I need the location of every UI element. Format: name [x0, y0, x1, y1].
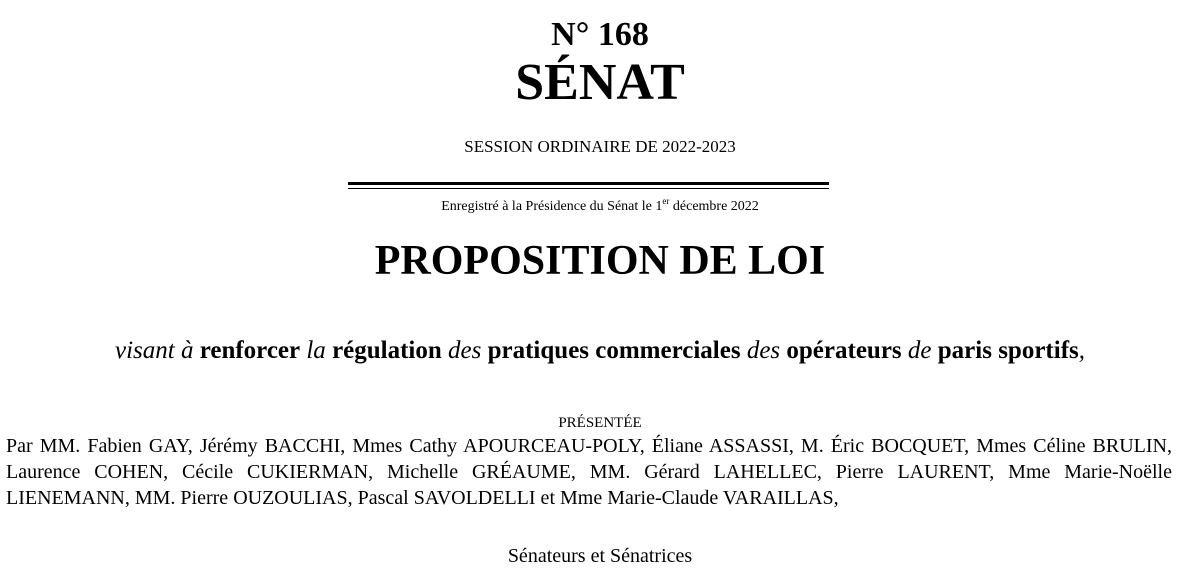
subject-part: pratiques commerciales — [487, 337, 741, 364]
authors-role: Sénateurs et Sénatrices — [507, 545, 693, 567]
subject-part: des — [448, 337, 482, 364]
registration-prefix: Enregistré à la Présidence du Sénat le 1 — [441, 199, 663, 214]
subject-part: visant à — [114, 337, 194, 364]
divider-thick — [348, 182, 829, 185]
registration-suffix: décembre 2022 — [669, 199, 759, 214]
subject-part: , — [1078, 337, 1085, 364]
document-number: N° 168 — [551, 16, 649, 53]
subject-part: la — [306, 337, 326, 364]
subject-part: opérateurs — [786, 337, 902, 364]
presented-label: PRÉSENTÉE — [558, 415, 642, 431]
registration-date — [0, 197, 1200, 217]
subject-part: régulation — [332, 337, 442, 364]
registration-ordinal: er — [662, 196, 670, 206]
document-type-title: PROPOSITION DE LOI — [374, 238, 826, 284]
subject-part: renforcer — [199, 337, 301, 364]
divider-thin — [348, 188, 829, 189]
institution-title: SÉNAT — [515, 54, 685, 111]
authors-paragraph: Par MM. Fabien GAY, Jérémy BACCHI, Mmes Cathy APOURCEAU-POLY, Éliane ASSASSI, M. Éric BOCQUET, Mmes Céline BRULIN, Laurence COHEN, Cécile CUKIERMAN, Michelle GRÉAUME, MM. Gérard LAHELLEC, Pierre LAURENT, Mme Marie-Noëlle LIENEMANN, MM. Pierre OUZOULIAS, Pascal SAVOLDELLI et Mme Marie-Claude VARAILLAS, — [6, 435, 1172, 509]
bill-subject — [0, 334, 1200, 368]
session-label: SESSION ORDINAIRE DE 2022-2023 — [464, 137, 736, 156]
subject-part: des — [746, 337, 781, 364]
subject-part: paris sportifs — [937, 337, 1079, 364]
subject-part: de — [907, 337, 932, 364]
